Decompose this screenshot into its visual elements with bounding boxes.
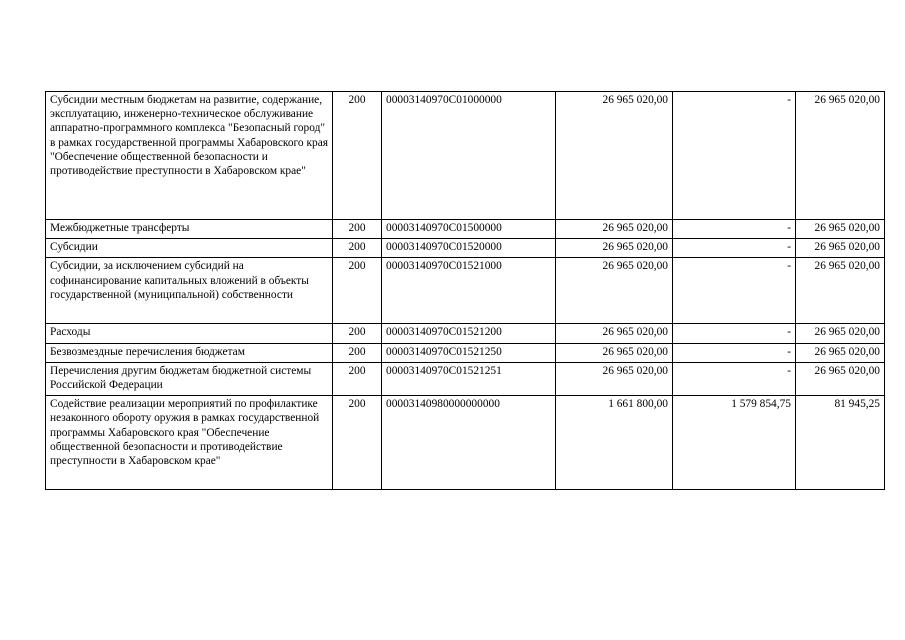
table-row — [46, 362, 885, 395]
line-code-cell: 200 — [333, 258, 382, 324]
unexecuted-amount-cell: 26 965 020,00 — [796, 258, 885, 324]
table-row — [46, 396, 885, 490]
unexecuted-amount-cell: 26 965 020,00 — [796, 239, 885, 258]
executed-amount-cell: - — [673, 220, 796, 239]
line-code-cell: 200 — [333, 239, 382, 258]
unexecuted-amount-cell: 26 965 020,00 — [796, 324, 885, 343]
approved-amount-cell: 26 965 020,00 — [556, 343, 673, 362]
executed-amount-cell: - — [673, 92, 796, 220]
classification-code-cell: 00003140970С01521250 — [382, 343, 556, 362]
table-row — [46, 239, 885, 258]
unexecuted-amount-cell: 26 965 020,00 — [796, 220, 885, 239]
unexecuted-amount-cell: 81 945,25 — [796, 396, 885, 490]
line-code-cell: 200 — [333, 324, 382, 343]
approved-amount-cell: 1 661 800,00 — [556, 396, 673, 490]
classification-code-cell: 00003140970С01521000 — [382, 258, 556, 324]
executed-amount-cell: - — [673, 362, 796, 395]
classification-code-cell: 00003140970С01520000 — [382, 239, 556, 258]
line-code-cell: 200 — [333, 362, 382, 395]
expense-name-cell: Субсидии местным бюджетам на развитие, содержание, эксплуатацию, инженерно-техническое обслуживание аппаратно-программного комплекса "Безопасный город" в рамках государственной программы Хабаровского края "Обеспечение общественной безопасности и противодействие преступности в Хабаровском крае" — [46, 92, 333, 220]
executed-amount-cell: - — [673, 258, 796, 324]
budget-execution-table — [45, 91, 885, 490]
executed-amount-cell: - — [673, 239, 796, 258]
table-row — [46, 92, 885, 220]
table-row — [46, 324, 885, 343]
classification-code-cell: 00003140970С01521251 — [382, 362, 556, 395]
expense-name-cell: Перечисления другим бюджетам бюджетной системы Российской Федерации — [46, 362, 333, 395]
approved-amount-cell: 26 965 020,00 — [556, 92, 673, 220]
unexecuted-amount-cell: 26 965 020,00 — [796, 362, 885, 395]
approved-amount-cell: 26 965 020,00 — [556, 239, 673, 258]
expense-name-cell: Содействие реализации мероприятий по профилактике незаконного обороту оружия в рамках государственной программы Хабаровского края "Обеспечение общественной безопасности и противодействие преступности в Хабаровском крае" — [46, 396, 333, 490]
expense-name-cell: Безвозмездные перечисления бюджетам — [46, 343, 333, 362]
expense-name-cell: Межбюджетные трансферты — [46, 220, 333, 239]
table-row — [46, 258, 885, 324]
table-row — [46, 343, 885, 362]
line-code-cell: 200 — [333, 396, 382, 490]
approved-amount-cell: 26 965 020,00 — [556, 324, 673, 343]
executed-amount-cell: - — [673, 324, 796, 343]
unexecuted-amount-cell: 26 965 020,00 — [796, 343, 885, 362]
executed-amount-cell: - — [673, 343, 796, 362]
line-code-cell: 200 — [333, 343, 382, 362]
executed-amount-cell: 1 579 854,75 — [673, 396, 796, 490]
expense-name-cell: Расходы — [46, 324, 333, 343]
classification-code-cell: 00003140970С01000000 — [382, 92, 556, 220]
table-row — [46, 220, 885, 239]
expense-name-cell: Субсидии — [46, 239, 333, 258]
classification-code-cell: 00003140970С01521200 — [382, 324, 556, 343]
unexecuted-amount-cell: 26 965 020,00 — [796, 92, 885, 220]
classification-code-cell: 00003140970С01500000 — [382, 220, 556, 239]
classification-code-cell: 00003140980000000000 — [382, 396, 556, 490]
approved-amount-cell: 26 965 020,00 — [556, 258, 673, 324]
approved-amount-cell: 26 965 020,00 — [556, 220, 673, 239]
approved-amount-cell: 26 965 020,00 — [556, 362, 673, 395]
line-code-cell: 200 — [333, 92, 382, 220]
expense-name-cell: Субсидии, за исключением субсидий на софинансирование капитальных вложений в объекты государственной (муниципальной) собственности — [46, 258, 333, 324]
line-code-cell: 200 — [333, 220, 382, 239]
